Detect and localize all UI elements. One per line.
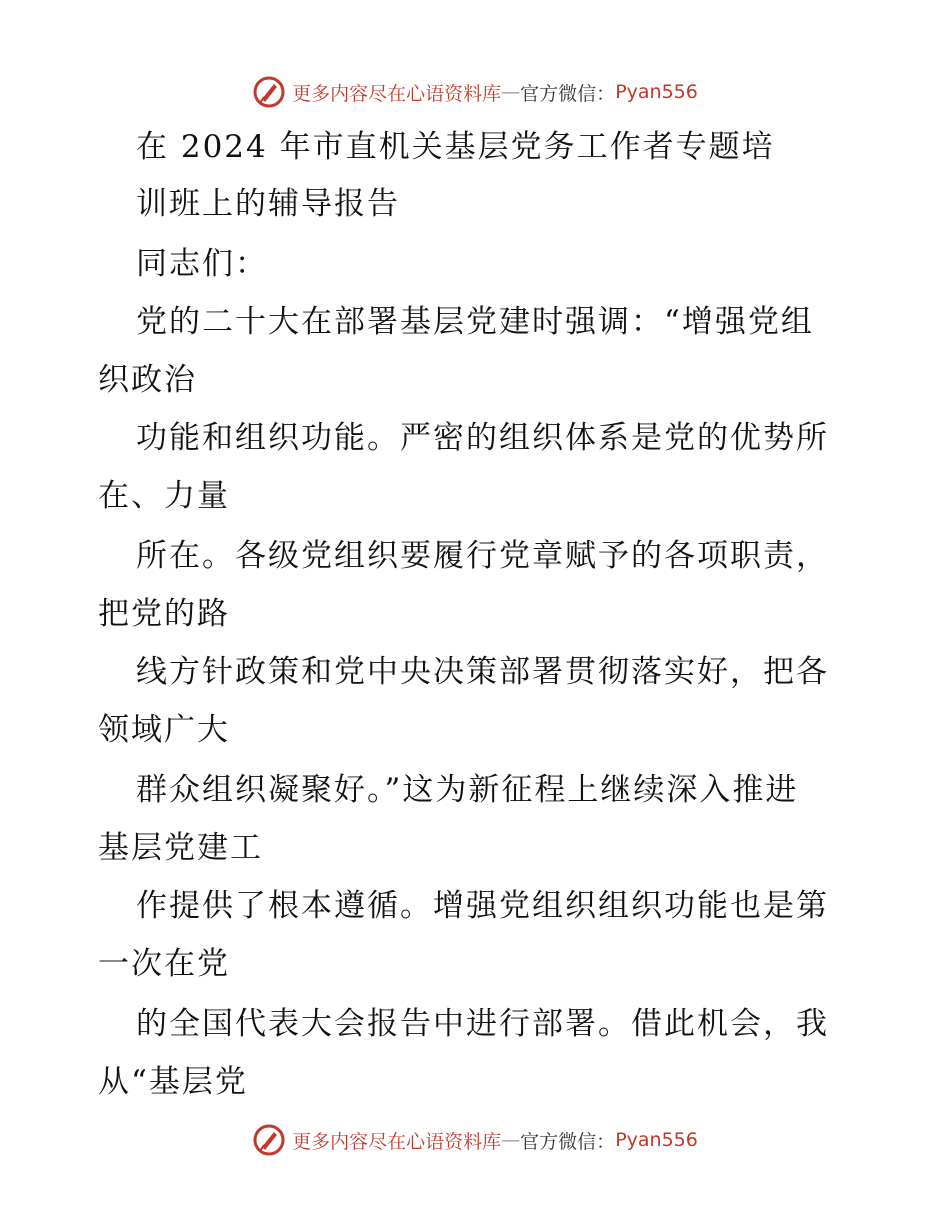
banner-separator: —: [501, 81, 521, 103]
title-line-2: 训班上的辅导报告: [136, 186, 400, 222]
banner-wechat-label: 官方微信：: [520, 1130, 616, 1153]
paragraph-line: 一次在党: [98, 946, 230, 982]
paragraph-line: 作提供了根本遵循。增强党组织组织功能也是第: [136, 888, 829, 924]
paragraph-line: 党的二十大在部署基层党建时强调：“增强党组: [136, 304, 814, 340]
paragraph-line: 从“基层党: [98, 1064, 248, 1100]
paragraph-line: 把党的路: [98, 596, 230, 632]
title-line-1: 在 2024 年市直机关基层党务工作者专题培: [136, 129, 775, 165]
banner-separator: —: [501, 1129, 521, 1151]
paragraph-line: 线方针政策和党中央决策部署贯彻落实好，把各: [136, 654, 829, 690]
paragraph-line: 群众组织凝聚好。”这为新征程上继续深入推进: [136, 772, 799, 808]
paragraph-line: 所在。各级党组织要履行党章赋予的各项职责，: [136, 538, 829, 574]
pen-logo-icon: [252, 75, 286, 109]
paragraph-line: 在、力量: [98, 478, 230, 514]
banner-wechat-id: Pyan556: [615, 81, 698, 103]
paragraph-line: 织政治: [98, 362, 197, 398]
banner-text: 更多内容尽在心语资料库: [292, 1130, 502, 1153]
paragraph-line: 领域广大: [98, 712, 230, 748]
banner-text: 更多内容尽在心语资料库: [292, 82, 502, 105]
salutation: 同志们：: [136, 246, 268, 282]
paragraph-line: 的全国代表大会报告中进行部署。借此机会，我: [136, 1006, 829, 1042]
paragraph-line: 功能和组织功能。严密的组织体系是党的优势所: [136, 420, 829, 456]
footer-banner: [0, 1120, 950, 1160]
header-banner: [0, 72, 950, 112]
banner-wechat-label: 官方微信：: [520, 82, 616, 105]
pen-logo-icon: [252, 1123, 286, 1157]
banner-wechat-id: Pyan556: [615, 1129, 698, 1151]
paragraph-line: 基层党建工: [98, 830, 263, 866]
